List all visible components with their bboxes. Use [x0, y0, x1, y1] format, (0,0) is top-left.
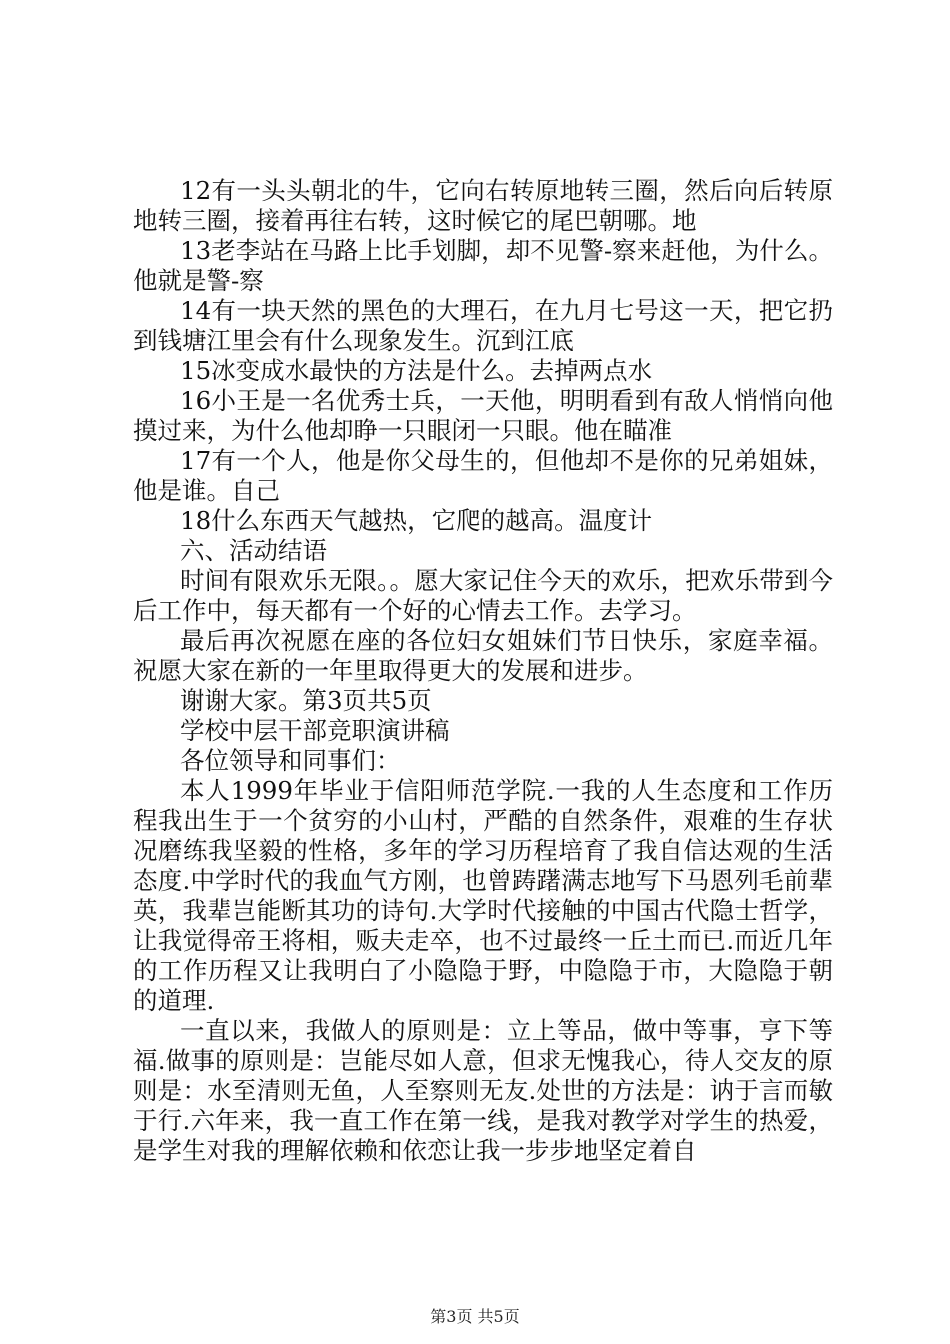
- paragraph-riddle-17: 17有一个人，他是你父母生的，但他却不是你的兄弟姐妹，他是谁。自己: [133, 446, 833, 505]
- speech-title: 学校中层干部竞职演讲稿: [180, 716, 450, 745]
- paragraph-riddle-12: 12有一头头朝北的牛，它向右转原地转三圈，然后向后转原地转三圈，接着再往右转，这时候它的尾巴朝哪。地: [133, 176, 833, 235]
- paragraph-speech-1: 本人1999年毕业于信阳师范学院.一我的人生态度和工作历程我出生于一个贫穷的小山村，严酷的自然条件，艰难的生存状况磨练我坚毅的性格，多年的学习历程培育了我自信达观的生活态度.中学时代的我血气方刚，也曾踌躇满志地写下马恩列毛前辈英，我辈岂能断其功的诗句.大学时代接触的中国古代隐士哲学，让我觉得帝王将相，贩夫走卒，也不过最终一丘土而已.而近几年的工作历程又让我明白了小隐隐于野，中隐隐于市，大隐隐于朝的道理.: [133, 776, 833, 1015]
- paragraph-riddle-18: 18什么东西天气越热，它爬的越高。温度计: [180, 506, 653, 535]
- paragraph-thanks: 谢谢大家。第3页共5页: [180, 686, 432, 715]
- page-footer: 第3页 共5页: [430, 1307, 520, 1326]
- paragraph-closing-2: 最后再次祝愿在座的各位妇女姐妹们节日快乐，家庭幸福。祝愿大家在新的一年里取得更大的发展和进步。: [133, 626, 833, 685]
- paragraph-riddle-16: 16小王是一名优秀士兵，一天他，明明看到有敌人悄悄向他摸过来，为什么他却睁一只眼闭一只眼。他在瞄准: [133, 386, 833, 445]
- paragraph-speech-2: 一直以来，我做人的原则是：立上等品，做中等事，亨下等福.做事的原则是：岂能尽如人意，但求无愧我心，待人交友的原则是：水至清则无鱼，人至察则无友.处世的方法是：讷于言而敏于行.六年来，我一直工作在第一线，是我对教学对学生的热爱，是学生对我的理解依赖和依恋让我一步步地坚定着自: [133, 1016, 833, 1165]
- section-heading-closing: 六、活动结语: [180, 536, 327, 565]
- paragraph-riddle-15: 15冰变成水最快的方法是什么。去掉两点水: [180, 356, 653, 385]
- document-body: [133, 176, 833, 1166]
- paragraph-riddle-13: 13老李站在马路上比手划脚，却不见警-察来赶他，为什么。他就是警-察: [133, 236, 833, 295]
- speech-greeting: 各位领导和同事们：: [180, 746, 401, 775]
- paragraph-riddle-14: 14有一块天然的黑色的大理石，在九月七号这一天，把它扔到钱塘江里会有什么现象发生。沉到江底: [133, 296, 833, 355]
- paragraph-closing-1: 时间有限欢乐无限。。愿大家记住今天的欢乐，把欢乐带到今后工作中，每天都有一个好的心情去工作。去学习。: [133, 566, 833, 625]
